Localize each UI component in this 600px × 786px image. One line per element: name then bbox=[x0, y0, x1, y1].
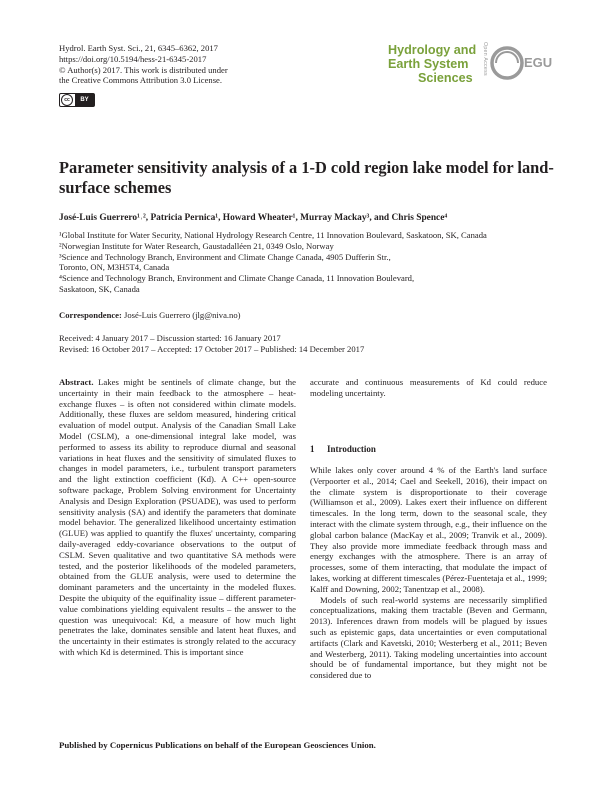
egu-logo-icon bbox=[490, 46, 553, 80]
journal-name-line: Sciences bbox=[418, 71, 473, 85]
correspondence-label: Correspondence: bbox=[59, 310, 122, 320]
correspondence-email[interactable]: José-Luis Guerrero (jlg@niva.no) bbox=[124, 310, 241, 320]
cc-icon: cc bbox=[61, 94, 73, 106]
intro-paragraph: While lakes only cover around 4 % of the Earth's land surface (Verpoorter et al., 2014; Cael and Seekell, 2016), their impact on the climate system is disproportionate to their coverage (Williamson et al., 2009). Lakes exert their influence on different timescales. In the long term, down to the seasonal scale, they interact with the climate system through, e.g., their influence on the global carbon balance (MacKay et al., 2009; Tranvik et al., 2009). They also provide more immediate feedback through mass and energy exchanges with the atmosphere. There is an array of processes, some of them interacting, that modulate the impact of lakes, working at different timescales (Pérez-Fuentetaja et al., 1999; Kalff and Downing, 2002; Tanentzap et al., 2008). bbox=[310, 465, 547, 594]
dates-line: Revised: 16 October 2017 – Accepted: 17 October 2017 – Published: 14 December 2017 bbox=[59, 343, 365, 354]
license-line: the Creative Commons Attribution 3.0 License. bbox=[59, 75, 223, 86]
abstract-paragraph bbox=[59, 377, 296, 658]
journal-name-line: Earth System bbox=[388, 57, 469, 71]
correspondence bbox=[59, 310, 241, 320]
abstract-continued: accurate and continuous measurements of Kd could reduce modeling uncertainty. bbox=[310, 377, 547, 398]
affiliation: ²Norwegian Institute for Water Research, Gaustadalléen 21, 0349 Oslo, Norway bbox=[59, 240, 334, 251]
egu-logo bbox=[490, 46, 553, 85]
affiliation: ³Science and Technology Branch, Environment and Climate Change Canada, 4905 Dufferin Str., bbox=[59, 251, 391, 262]
publisher-footer: Published by Copernicus Publications on behalf of the European Geosciences Union. bbox=[59, 740, 376, 750]
open-access-label: Open Access bbox=[482, 42, 488, 76]
abstract-column bbox=[59, 377, 296, 658]
creative-commons-badge[interactable] bbox=[59, 93, 95, 107]
publication-dates bbox=[59, 333, 364, 355]
section-number: 1 bbox=[310, 444, 315, 454]
introduction-body bbox=[310, 465, 547, 681]
dates-line: Received: 4 January 2017 – Discussion started: 16 January 2017 bbox=[59, 333, 281, 343]
affiliation: ⁴Science and Technology Branch, Environment and Climate Change Canada, 11 Innovation Boulevard, bbox=[59, 273, 415, 284]
section-title: Introduction bbox=[327, 444, 376, 454]
journal-name bbox=[388, 43, 476, 85]
affiliation-continued: Toronto, ON, M3H5T4, Canada bbox=[59, 262, 170, 273]
author-list: José-Luis Guerrero¹˒², Patricia Pernica¹, Howard Wheater¹, Murray Mackay³, and Chris Spence⁴ bbox=[59, 213, 448, 223]
doi-link[interactable]: https://doi.org/10.5194/hess-21-6345-2017 bbox=[59, 53, 207, 64]
by-icon: BY bbox=[75, 94, 94, 106]
abstract-text: Lakes might be sentinels of climate change, but the uncertainty in their main feedback to the atmosphere – heat-exchange fluxes – is often not considered within climate models. Additionally, these fluxes are seldom measured, hindering critical evaluation of model output. Analysis of the Canadian Small Lake Model (CSLM), a one-dimensional integral lake model, was performed to assess its ability to reproduce diurnal and seasonal variations in heat fluxes and the sensitivity of simulated fluxes to changes in model parameters, i.e., turbulent transport parameters and the light extinction coefficient (Kd). A C++ open-source software package, Problem Solving environment for Uncertainty Analysis and Design Exploration (PSUADE), was used to perform sensitivity analysis (SA) and identify the parameters that dominate model behavior. The generalized likelihood uncertainty estimation (GLUE) was applied to quantify the fluxes' uncertainty, comparing daily-averaged eddy-covariance observations to the output of CSLM. Seven qualitative and two quantitative SA methods were tested, and the posterior likelihoods of the modeled parameters, obtained from the GLUE analysis, were used to determine the dominant parameters and the uncertainty in the modeled fluxes. Despite the ubiquity of the equifinality issue – different parameter-value combinations yielding equivalent results – the answer to the question was unequivocal: Kd, a measure of how much light penetrates the lake, dominates sensible and latent heat fluxes, and the uncertainty in their estimates is strongly related to the accuracy with which Kd is determined. This is important since bbox=[59, 377, 297, 657]
journal-citation bbox=[59, 43, 228, 86]
section-heading bbox=[310, 444, 376, 454]
affiliation: ¹Global Institute for Water Security, National Hydrology Research Centre, 11 Innovation Boulevard, Saskatoon, SK, Canada bbox=[59, 230, 487, 240]
intro-paragraph: Models of such real-world systems are necessarily simplified conceptualizations, making them tractable (Beven and Germann, 2013). Inferences drawn from models will be plagued by issues such as epistemic gaps, data uncertainties or even computational artifacts (Clark and Kavetski, 2010; Westerberg et al., 2011; Beven and Westerberg, 2011). Taking modeling uncertainties into account should be of fundamental importance, but they might not be considered due to bbox=[310, 594, 547, 681]
paper-title: Parameter sensitivity analysis of a 1-D cold region lake model for land-surface schemes bbox=[59, 158, 554, 197]
citation-line: Hydrol. Earth Syst. Sci., 21, 6345–6362, 2017 bbox=[59, 43, 218, 53]
journal-name-line: Hydrology and bbox=[388, 43, 477, 57]
egu-logo-text: EGU bbox=[524, 55, 553, 70]
abstract-label: Abstract. bbox=[59, 377, 94, 387]
affiliation-list bbox=[59, 230, 487, 295]
abstract-continued-column bbox=[310, 377, 547, 399]
copyright-line: © Author(s) 2017. This work is distributed under bbox=[59, 64, 228, 75]
affiliation-continued: Saskatoon, SK, Canada bbox=[59, 283, 140, 294]
